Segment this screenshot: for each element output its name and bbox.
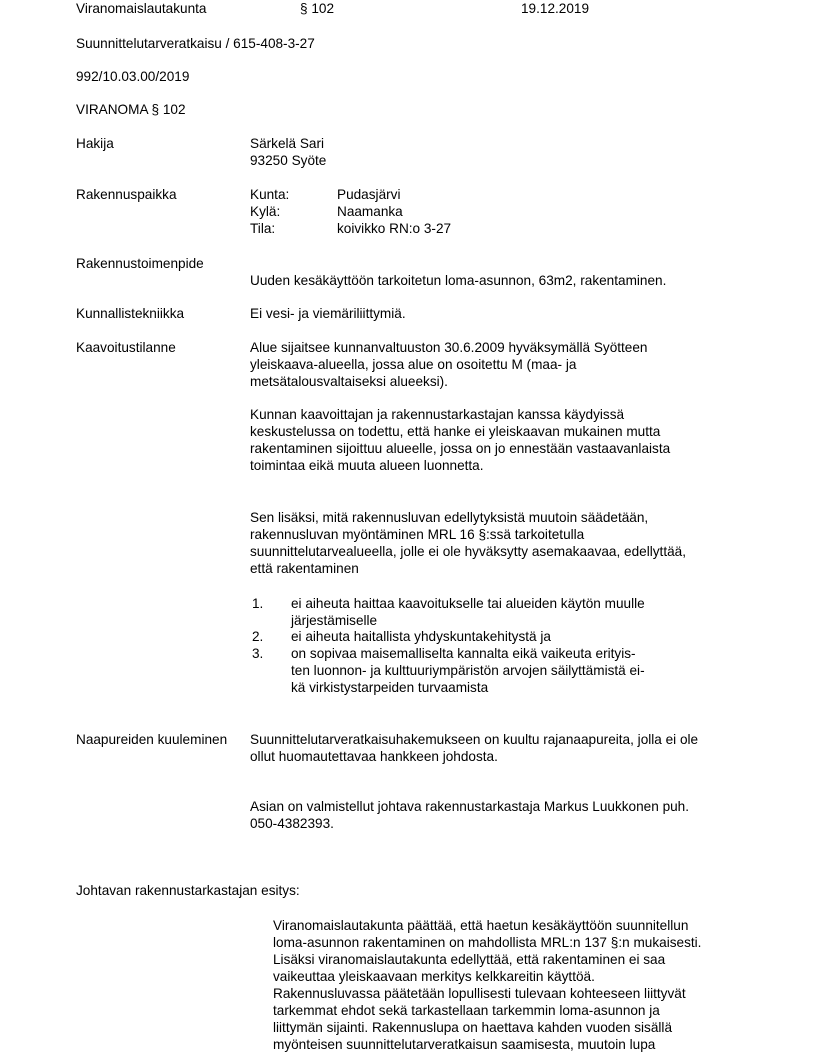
proposal-label: Johtavan rakennustarkastajan esitys: <box>76 883 300 898</box>
section-number: § 102 <box>300 1 335 16</box>
tila-label: Tila: <box>250 221 276 236</box>
applicant-name: Särkelä Sari <box>250 136 325 151</box>
infra-label: Kunnallistekniikka <box>76 306 185 321</box>
kunta-label: Kunta: <box>250 187 290 202</box>
site-label: Rakennuspaikka <box>76 187 177 202</box>
infra-text: Ei vesi- ja viemäriliittymiä. <box>250 306 406 321</box>
subject-line: Suunnittelutarveratkaisu / 615-408-3-27 <box>76 36 315 51</box>
list-item-text: on sopivaa maisemalliselta kannalta eikä vaikeuta erityis- ten luonnon- ja kulttuuriympäristön arvojen säilyttämistä ei- kä virkistystarpeiden turvaamista <box>291 646 645 695</box>
tila-value: koivikko RN:o 3-27 <box>337 221 452 236</box>
zoning-label: Kaavoitustilanne <box>76 340 176 355</box>
list-item-text: ei aiheuta haittaa kaavoitukselle tai alueiden käytön muulle järjestämiselle <box>291 596 645 628</box>
measure-label: Rakennustoimenpide <box>76 256 204 271</box>
kunta-value: Pudasjärvi <box>337 187 401 202</box>
record-number: 992/10.03.00/2019 <box>76 69 190 84</box>
authority-section: VIRANOMA § 102 <box>76 102 186 117</box>
neighbours-paragraph-1: Suunnittelutarveratkaisuhakemukseen on kuultu rajanaapureita, jolla ei ole ollut huomautettavaa hankkeen johdosta. <box>250 732 699 764</box>
neighbours-label: Naapureiden kuuleminen <box>76 732 228 747</box>
meeting-date: 19.12.2019 <box>521 1 590 16</box>
list-item-text: ei aiheuta haitallista yhdyskuntakehitystä ja <box>291 629 551 644</box>
applicant-label: Hakija <box>76 136 114 151</box>
applicant-address: 93250 Syöte <box>250 153 327 168</box>
kyla-value: Naamanka <box>337 204 403 219</box>
measure-text: Uuden kesäkäyttöön tarkoitetun loma-asunnon, 63m2, rakentaminen. <box>250 273 667 288</box>
list-item-number: 2. <box>252 629 264 644</box>
zoning-paragraph-1: Alue sijaitsee kunnanvaltuuston 30.6.2009 hyväksymällä Syötteen yleiskaava-alueella, jossa alue on osoitettu M (maa- ja metsätalousvaltaiseksi alueeksi). <box>250 340 648 389</box>
kyla-label: Kylä: <box>250 204 281 219</box>
proposal-text: Viranomaislautakunta päättää, että haetun kesäkäyttöön suunnitellun loma-asunnon rakentaminen on mahdollista MRL:n 137 §:n mukaisesti. Lisäksi viranomaislautakunta edellyttää, että rakentaminen ei saa vaikeuttaa yleiskaavaan merkitys kelkkareitin käyttöä. Rakennusluvassa päätetään lopullisesti tulevaan kohteeseen liittyvät tarkemmat ehdot sekä tarkastellaan tarkemmin loma-asunnon ja liittymän sijainti. Rakennuslupa on haettava kahden vuoden sisällä myönteisen suunnittelutarveratkaisun saamisesta, muutoin lupa <box>273 918 702 1052</box>
neighbours-paragraph-2: Asian on valmistellut johtava rakennustarkastaja Markus Luukkonen puh. 050-4382393. <box>250 799 690 831</box>
list-item-number: 1. <box>252 596 264 611</box>
zoning-paragraph-3: Sen lisäksi, mitä rakennusluvan edellytyksistä muutoin säädetään, rakennusluvan myöntäminen MRL 16 §:ssä tarkoitetulla suunnittelutarvealueella, jolle ei ole hyväksytty asemakaavaa, edellyttää, että rakentaminen <box>250 510 687 576</box>
zoning-paragraph-2: Kunnan kaavoittajan ja rakennustarkastajan kanssa käydyissä keskustelussa on todettu, että hanke ei yleiskaavan mukainen mutta rakentaminen sijoittuu alueelle, jossa on jo ennestään vastaavanlaista toimintaa eikä muuta alueen luonnetta. <box>250 407 671 473</box>
list-item-number: 3. <box>252 646 264 661</box>
body-name: Viranomaislautakunta <box>76 1 207 16</box>
